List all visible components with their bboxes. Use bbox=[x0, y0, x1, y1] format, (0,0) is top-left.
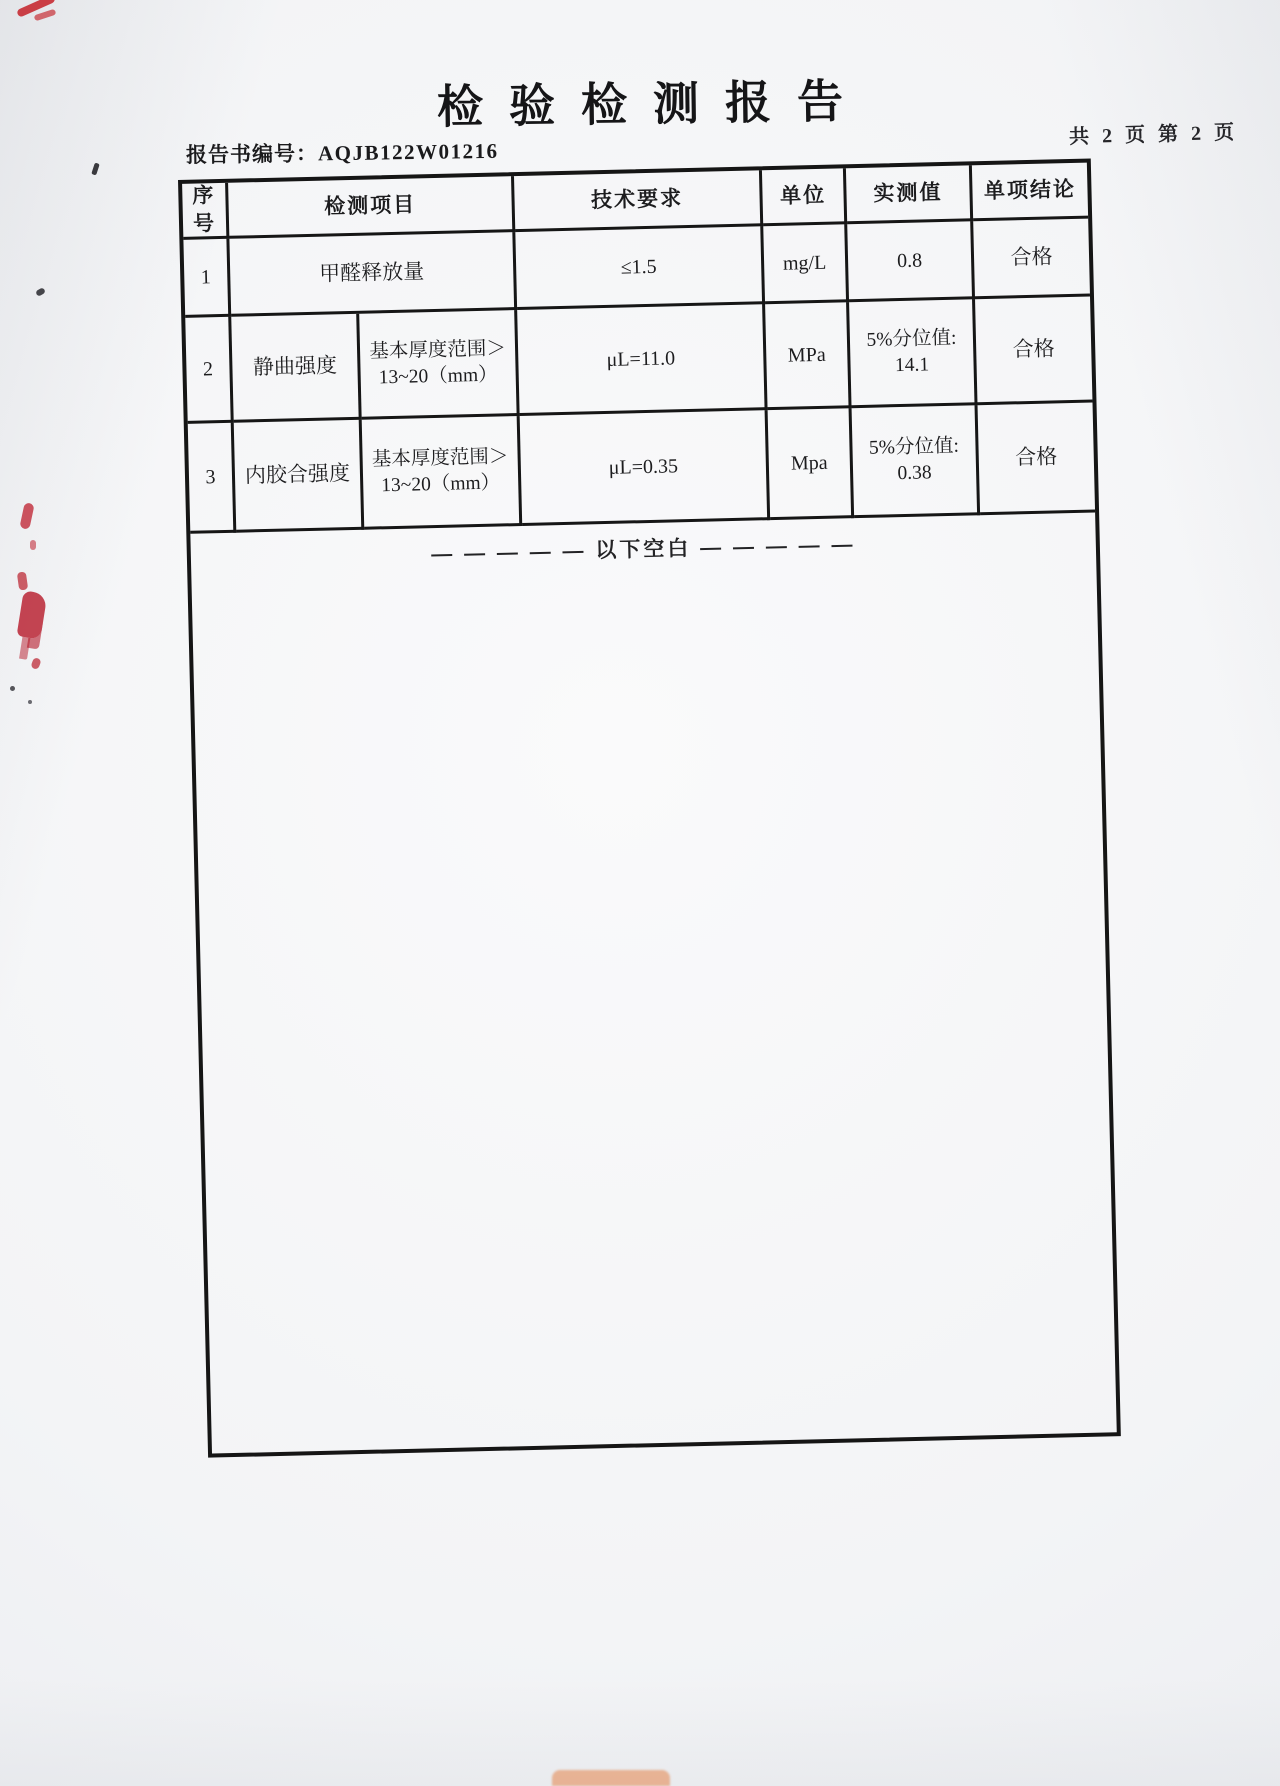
row3-cell-item: 内胶合强度 bbox=[234, 420, 365, 533]
row3-measured-value: 0.38 bbox=[897, 461, 932, 484]
inspection-results-table bbox=[182, 163, 1095, 534]
header-cell-conclusion: 单项结论 bbox=[972, 163, 1088, 222]
row3-cell-thickness-range bbox=[362, 416, 523, 530]
red-ink-mark-top-left-2 bbox=[34, 9, 57, 22]
row1-cell-no: 1 bbox=[183, 239, 231, 318]
row2-thickness-line1: 基本厚度范围＞ bbox=[369, 338, 507, 363]
report-number-value: AQJB122W01216 bbox=[317, 138, 499, 166]
row2-cell-conclusion: 合格 bbox=[975, 297, 1092, 406]
report-number-line bbox=[186, 135, 499, 169]
header-cell-measured: 实测值 bbox=[846, 165, 973, 224]
row2-measured-value: 14.1 bbox=[894, 353, 930, 376]
row2-cell-measured bbox=[849, 299, 977, 408]
red-ink-smudge-1 bbox=[19, 502, 34, 530]
row1-cell-item: 甲醛释放量 bbox=[229, 232, 517, 317]
row2-thickness-line2: 13~20（mm） bbox=[378, 364, 498, 388]
report-body-area bbox=[178, 158, 1121, 1457]
row2-measured-label: 5%分位值: bbox=[866, 327, 957, 351]
gray-speck-2 bbox=[28, 700, 32, 704]
page-title: 检验检测报告 bbox=[436, 74, 870, 133]
row2-cell-unit: MPa bbox=[765, 302, 851, 410]
row2-cell-no: 2 bbox=[185, 317, 233, 424]
gray-speck-1 bbox=[10, 686, 15, 691]
row1-cell-measured: 0.8 bbox=[847, 221, 975, 302]
row3-cell-requirement: μL=0.35 bbox=[520, 410, 771, 526]
row3-cell-conclusion: 合格 bbox=[978, 403, 1096, 516]
row3-thickness-line1: 基本厚度范围＞ bbox=[371, 446, 509, 471]
row3-cell-unit: Mpa bbox=[768, 408, 855, 520]
row3-cell-no: 3 bbox=[188, 423, 237, 534]
row1-cell-requirement: ≤1.5 bbox=[515, 226, 765, 310]
report-number-label: 报告书编号： bbox=[185, 142, 319, 168]
report-outer-border bbox=[178, 158, 1121, 1457]
row1-cell-unit: mg/L bbox=[763, 224, 849, 304]
orange-smudge-bottom bbox=[552, 1770, 670, 1786]
row1-cell-conclusion: 合格 bbox=[973, 219, 1090, 300]
blank-below-note: — — — — — 以下空白 — — — — — bbox=[430, 533, 856, 567]
red-ink-smudge-2 bbox=[30, 540, 36, 550]
row2-cell-requirement: μL=11.0 bbox=[517, 304, 767, 416]
row3-cell-measured bbox=[852, 405, 981, 518]
page-count-info: 共 2 页 第 2 页 bbox=[1068, 121, 1239, 149]
row3-measured-label: 5%分位值: bbox=[868, 435, 960, 459]
red-ink-smudge-3 bbox=[17, 571, 28, 590]
red-ink-mark-top-left bbox=[16, 0, 56, 18]
row3-thickness-line2: 13~20（mm） bbox=[381, 471, 501, 496]
header-cell-unit: 单位 bbox=[762, 168, 847, 226]
row2-cell-item: 静曲强度 bbox=[231, 314, 361, 423]
header-cell-no: 序号 bbox=[182, 183, 229, 240]
header-cell-requirement: 技术要求 bbox=[514, 170, 763, 232]
red-ink-smudge-5 bbox=[30, 657, 41, 670]
header-cell-item: 检测项目 bbox=[228, 176, 515, 239]
red-ink-smudge-4 bbox=[17, 590, 48, 639]
pen-mark-apostrophe bbox=[91, 163, 99, 176]
pen-mark-comma bbox=[35, 287, 46, 297]
row2-cell-thickness-range bbox=[359, 310, 519, 420]
